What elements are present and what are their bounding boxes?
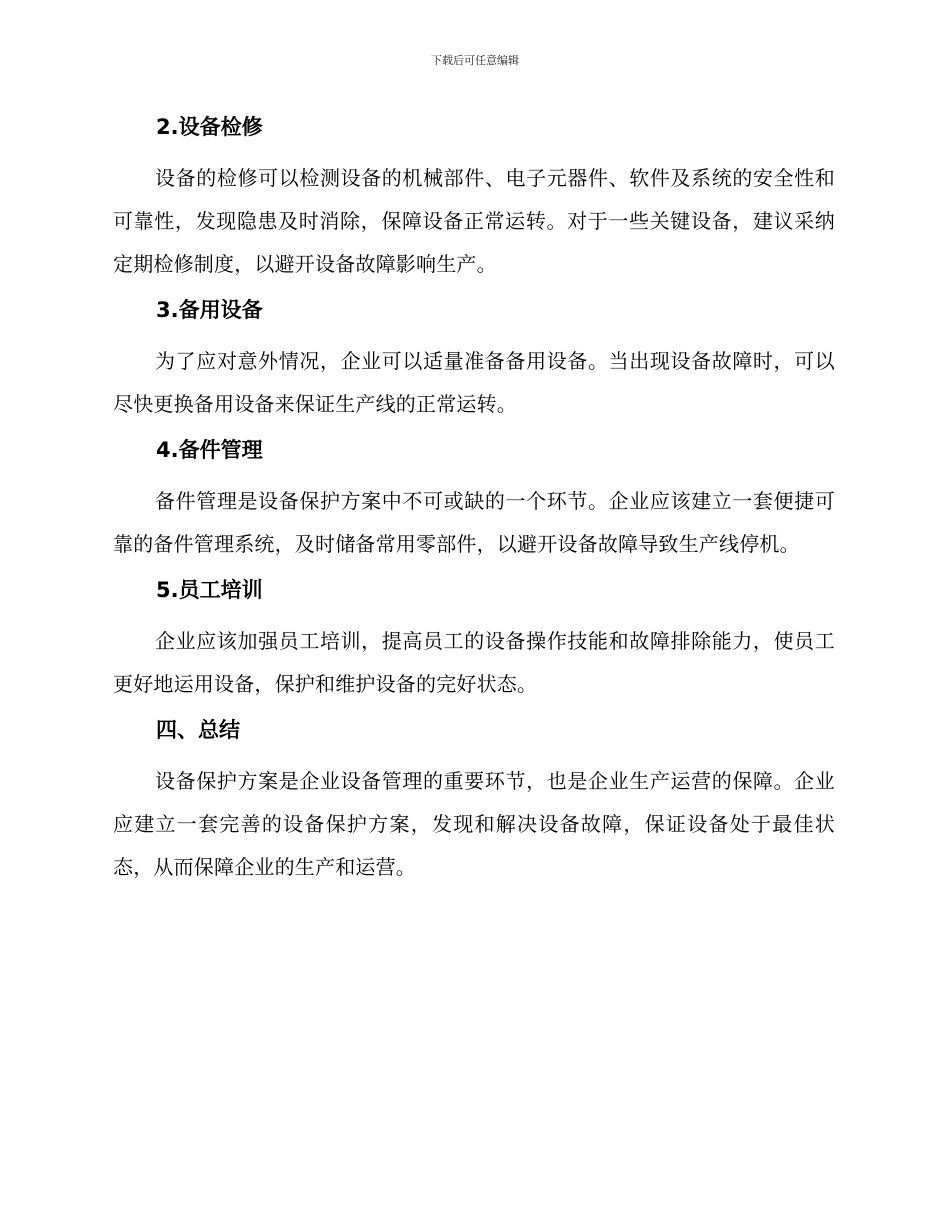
section-paragraph: 设备保护方案是企业设备管理的重要环节，也是企业生产运营的保障。企业应建立一套完善的设备保护方案，发现和解决设备故障，保证设备处于最佳状态，从而保障企业的生产和运营。 bbox=[113, 769, 835, 879]
section-heading: 四、总结 bbox=[156, 718, 240, 742]
section-staff-training bbox=[113, 575, 835, 706]
section-heading: 4.备件管理 bbox=[156, 438, 263, 462]
section-summary bbox=[113, 715, 835, 889]
section-heading: 3.备用设备 bbox=[156, 298, 263, 322]
section-paragraph: 设备的检修可以检测设备的机械部件、电子元器件、软件及系统的安全性和可靠性，发现隐患及时消除，保障设备正常运转。对于一些关键设备，建议采纳定期检修制度，以避开设备故障影响生产。 bbox=[113, 166, 835, 276]
section-spare-parts-management bbox=[113, 435, 835, 566]
section-paragraph: 为了应对意外情况，企业可以适量准备备用设备。当出现设备故障时，可以尽快更换备用设备来保证生产线的正常运转。 bbox=[113, 349, 835, 416]
section-paragraph: 企业应该加强员工培训，提高员工的设备操作技能和故障排除能力，使员工更好地运用设备，保护和维护设备的完好状态。 bbox=[113, 629, 835, 696]
section-backup-equipment bbox=[113, 295, 835, 426]
page-header: 下载后可任意编辑 bbox=[431, 54, 519, 67]
section-heading: 2.设备检修 bbox=[156, 115, 263, 139]
section-heading: 5.员工培训 bbox=[156, 578, 263, 602]
section-paragraph: 备件管理是设备保护方案中不可或缺的一个环节。企业应该建立一套便捷可靠的备件管理系统，及时储备常用零部件，以避开设备故障导致生产线停机。 bbox=[113, 489, 835, 556]
section-equipment-maintenance bbox=[113, 112, 835, 286]
document-body bbox=[113, 112, 835, 889]
